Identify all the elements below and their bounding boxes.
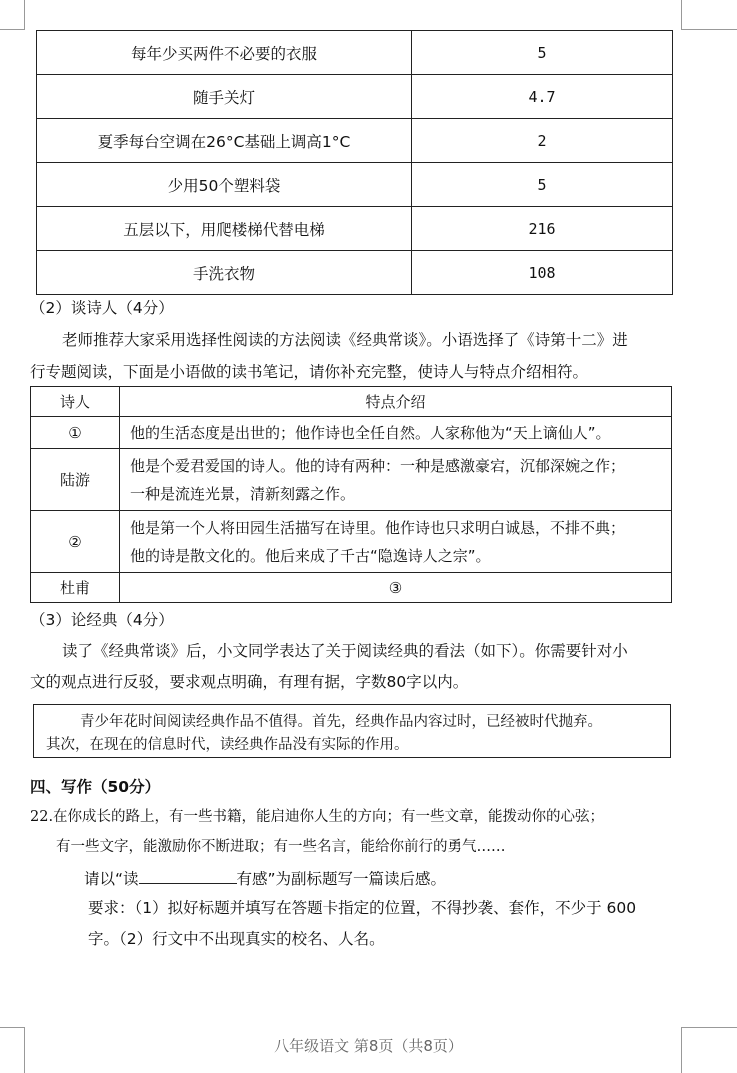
crop-mark	[681, 29, 737, 30]
table-cell-action: 少用50个塑料袋	[37, 163, 412, 207]
table-row	[37, 119, 673, 163]
prompt-text: 有感”为副标题写一篇读后感。	[236, 870, 447, 888]
crop-mark	[0, 1027, 24, 1028]
desc-cell	[120, 417, 672, 449]
table-cell-action: 随手关灯	[37, 75, 412, 119]
paragraph-line: 老师推荐大家采用选择性阅读的方法阅读《经典常谈》。小语选择了《诗第十二》进	[62, 331, 628, 349]
table-row	[31, 449, 672, 511]
writing-prompt	[84, 867, 446, 890]
table-row	[37, 207, 673, 251]
paragraph-line: 文的观点进行反驳，要求观点明确，有理有据，字数80字以内。	[30, 673, 469, 691]
table-header-row	[31, 387, 672, 417]
poet-notes-table	[30, 386, 672, 603]
table-cell-action: 每年少买两件不必要的衣服	[37, 31, 412, 75]
crop-mark	[24, 0, 25, 30]
desc-line: 一种是流连光景，清新刻露之作。	[130, 484, 356, 503]
table-row	[31, 573, 672, 603]
table-row	[37, 163, 673, 207]
table-row	[37, 251, 673, 295]
crop-mark	[681, 1027, 737, 1028]
table-header: 诗人	[31, 387, 120, 417]
requirement-line: 要求：（1）拟好标题并填写在答题卡指定的位置，不得抄袭、套作，不少于 600	[88, 899, 637, 917]
page-footer: 八年级语文 第8页（共8页）	[274, 1037, 463, 1055]
table-cell-value: 216	[412, 207, 673, 251]
paragraph-line: 行专题阅读，下面是小语做的读书笔记，请你补充完整，使诗人与特点介绍相符。	[30, 363, 589, 381]
quote-line: 青少年花时间阅读经典作品不值得。首先，经典作品内容过时，已经被时代抛弃。	[80, 714, 602, 730]
poet-cell: 杜甫	[31, 573, 120, 603]
table-header: 特点介绍	[120, 387, 672, 417]
carbon-reduction-table	[36, 30, 673, 295]
quote-line: 其次，在现在的信息时代，读经典作品没有实际的作用。	[46, 737, 409, 753]
desc-line: 他的生活态度是出世的；他作诗也全任自然。人家称他为“天上谪仙人”。	[130, 423, 611, 442]
question-text: 有一些文字，能激励你不断进取；有一些名言，能给你前行的勇气……	[56, 839, 506, 855]
prompt-text: 请以“读	[84, 870, 139, 888]
poet-cell: 陆游	[31, 449, 120, 511]
table-cell-value: 2	[412, 119, 673, 163]
table-cell-value: 4.7	[412, 75, 673, 119]
table-cell-value: 5	[412, 163, 673, 207]
quote-box	[33, 704, 671, 758]
table-row	[31, 417, 672, 449]
fill-in-blank	[139, 867, 237, 884]
section-heading: （3）论经典（4分）	[30, 611, 174, 629]
poet-cell: ①	[31, 417, 120, 449]
desc-line: 他是第一个人将田园生活描写在诗里。他作诗也只求明白诚恳，不排不典；	[130, 518, 626, 537]
table-cell-action: 手洗衣物	[37, 251, 412, 295]
desc-line: 他的诗是散文化的。他后来成了千古“隐逸诗人之宗”。	[130, 546, 491, 565]
paragraph-line: 读了《经典常谈》后，小文同学表达了关于阅读经典的看法（如下）。你需要针对小	[62, 642, 628, 660]
crop-mark	[0, 29, 24, 30]
table-cell-action: 五层以下，用爬楼梯代替电梯	[37, 207, 412, 251]
desc-line: 他是个爱君爱国的诗人。他的诗有两种：一种是感激豪宕，沉郁深婉之作；	[130, 456, 626, 475]
crop-mark	[681, 0, 682, 30]
section-heading: （2）谈诗人（4分）	[30, 299, 174, 317]
desc-cell	[120, 511, 672, 573]
question-text: 22.在你成长的路上，有一些书籍，能启迪你人生的方向；有一些文章，能拨动你的心弦；	[30, 809, 605, 825]
section-heading: 四、写作（50分）	[30, 778, 161, 796]
table-row	[31, 511, 672, 573]
table-row	[37, 31, 673, 75]
poet-cell: ②	[31, 511, 120, 573]
desc-cell: ③	[120, 573, 672, 603]
desc-cell	[120, 449, 672, 511]
table-row	[37, 75, 673, 119]
table-cell-action: 夏季每台空调在26°C基础上调高1°C	[37, 119, 412, 163]
table-cell-value: 5	[412, 31, 673, 75]
requirement-line: 字。（2）行文中不出现真实的校名、人名。	[88, 930, 385, 948]
table-cell-value: 108	[412, 251, 673, 295]
